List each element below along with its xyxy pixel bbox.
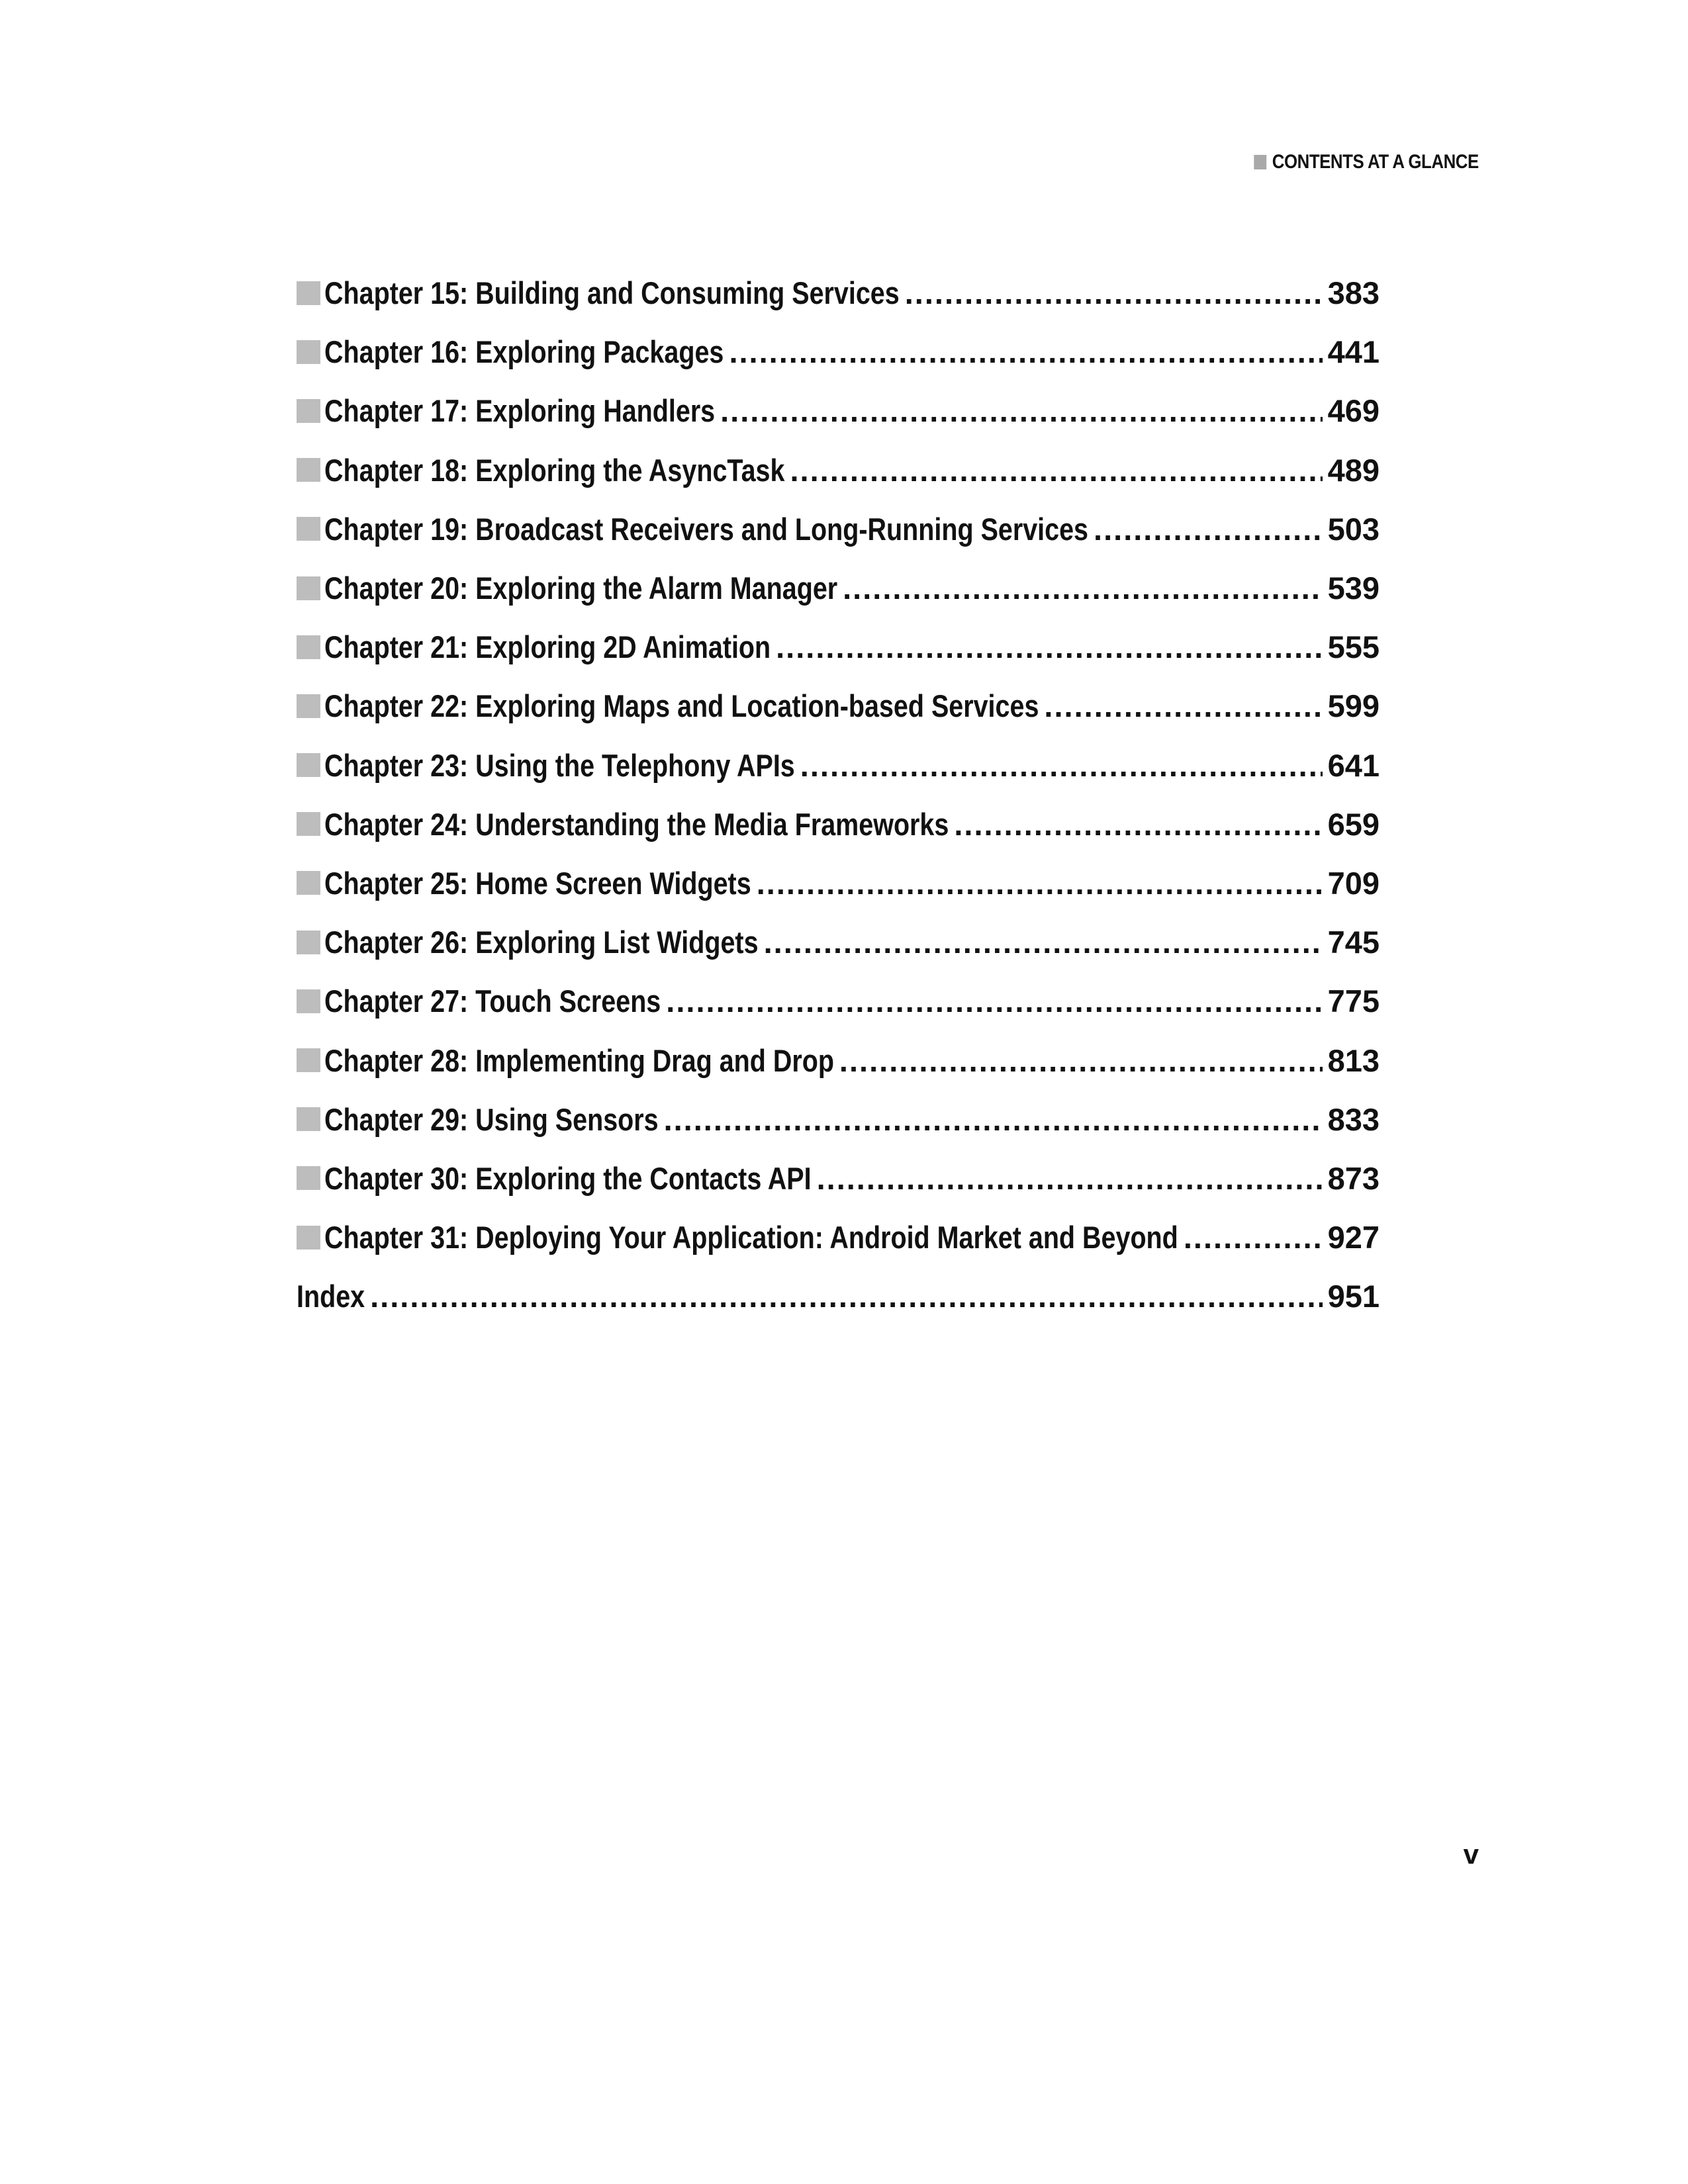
toc-entry-title: Chapter 26: Exploring List Widgets (324, 925, 759, 960)
toc-entry-page: 745 (1327, 925, 1380, 960)
dot-leader (664, 1101, 1323, 1138)
dot-leader (1044, 688, 1322, 724)
dot-leader (839, 1042, 1323, 1079)
toc-entry-title: Chapter 17: Exploring Handlers (324, 393, 716, 429)
chapter-square-icon (297, 989, 320, 1013)
dot-leader (370, 1278, 1322, 1314)
dot-leader (764, 924, 1323, 960)
toc-entry-page: 659 (1327, 806, 1380, 842)
chapter-square-icon (297, 576, 320, 600)
toc-entry (297, 559, 1380, 617)
table-of-contents (297, 263, 1380, 1326)
toc-entry-title: Chapter 19: Broadcast Receivers and Long-Running Services (324, 511, 1089, 547)
chapter-square-icon (297, 635, 320, 659)
dot-leader (905, 275, 1323, 311)
toc-entry-page: 469 (1327, 393, 1380, 429)
toc-entry (297, 676, 1380, 735)
toc-entry (297, 441, 1380, 500)
toc-entry-page: 833 (1327, 1101, 1380, 1137)
chapter-square-icon (297, 753, 320, 777)
toc-entry (297, 854, 1380, 913)
toc-entry-title: Index (297, 1279, 365, 1314)
toc-entry-page: 489 (1327, 452, 1380, 488)
toc-entry (297, 972, 1380, 1030)
dot-leader (729, 334, 1322, 370)
page-number: v (1463, 1839, 1479, 1870)
toc-entry-title: Chapter 30: Exploring the Contacts API (324, 1160, 812, 1196)
toc-entry (297, 500, 1380, 559)
toc-entry-title: Chapter 21: Exploring 2D Animation (324, 629, 771, 665)
toc-entry (297, 736, 1380, 795)
toc-entry (297, 1030, 1380, 1089)
toc-entry (297, 1208, 1380, 1267)
chapter-square-icon (297, 399, 320, 423)
toc-entry-page: 873 (1327, 1160, 1380, 1196)
chapter-square-icon (297, 871, 320, 895)
toc-entry-page: 441 (1327, 334, 1380, 370)
toc-entry-page: 555 (1327, 629, 1380, 665)
toc-entry (297, 263, 1380, 322)
toc-entry-page: 383 (1327, 275, 1380, 311)
toc-entry-page: 641 (1327, 747, 1380, 783)
toc-entry (297, 1267, 1380, 1326)
dot-leader (666, 983, 1322, 1019)
toc-entry-title: Chapter 22: Exploring Maps and Location-based Services (324, 688, 1039, 724)
dot-leader (790, 452, 1322, 488)
toc-entry-title: Chapter 24: Understanding the Media Frameworks (324, 806, 949, 842)
toc-entry-title: Chapter 18: Exploring the AsyncTask (324, 452, 785, 488)
dot-leader (1184, 1219, 1323, 1255)
dot-leader (954, 806, 1322, 842)
running-header (1254, 151, 1479, 173)
chapter-square-icon (297, 1166, 320, 1190)
toc-entry-title: Chapter 20: Exploring the Alarm Manager (324, 570, 838, 606)
toc-entry-title: Chapter 31: Deploying Your Application: Android Market and Beyond (324, 1220, 1178, 1255)
toc-entry-page: 709 (1327, 865, 1380, 901)
toc-entry-page: 951 (1327, 1279, 1380, 1314)
toc-entry (297, 1149, 1380, 1208)
running-header-title: CONTENTS AT A GLANCE (1272, 151, 1479, 173)
chapter-square-icon (297, 812, 320, 836)
toc-entry-title: Chapter 29: Using Sensors (324, 1101, 659, 1137)
toc-entry (297, 913, 1380, 972)
toc-entry-page: 539 (1327, 570, 1380, 606)
toc-entry-title: Chapter 23: Using the Telephony APIs (324, 747, 795, 783)
toc-entry (297, 617, 1380, 676)
chapter-square-icon (297, 1048, 320, 1072)
chapter-square-icon (297, 1107, 320, 1131)
toc-entry-title: Chapter 15: Building and Consuming Services (324, 275, 900, 311)
chapter-square-icon (297, 340, 320, 364)
toc-entry (297, 795, 1380, 854)
toc-entry-title: Chapter 25: Home Screen Widgets (324, 865, 751, 901)
toc-entry (297, 381, 1380, 440)
chapter-square-icon (297, 1226, 320, 1250)
dot-leader (1094, 511, 1323, 547)
toc-entry-page: 775 (1327, 983, 1380, 1019)
dot-leader (776, 629, 1322, 665)
toc-entry (297, 322, 1380, 381)
dot-leader (757, 865, 1323, 901)
dot-leader (720, 392, 1323, 429)
chapter-square-icon (297, 517, 320, 541)
toc-entry-title: Chapter 16: Exploring Packages (324, 334, 724, 370)
chapter-square-icon (297, 931, 320, 954)
header-square-icon (1254, 155, 1267, 169)
chapter-square-icon (297, 694, 320, 718)
chapter-square-icon (297, 281, 320, 305)
dot-leader (800, 747, 1323, 784)
toc-entry (297, 1090, 1380, 1149)
toc-entry-page: 503 (1327, 511, 1380, 547)
toc-entry-page: 813 (1327, 1042, 1380, 1078)
dot-leader (817, 1160, 1323, 1197)
chapter-square-icon (297, 458, 320, 482)
toc-entry-page: 599 (1327, 688, 1380, 724)
toc-entry-title: Chapter 27: Touch Screens (324, 983, 661, 1019)
dot-leader (843, 570, 1322, 606)
toc-entry-title: Chapter 28: Implementing Drag and Drop (324, 1042, 834, 1078)
toc-entry-page: 927 (1327, 1220, 1380, 1255)
